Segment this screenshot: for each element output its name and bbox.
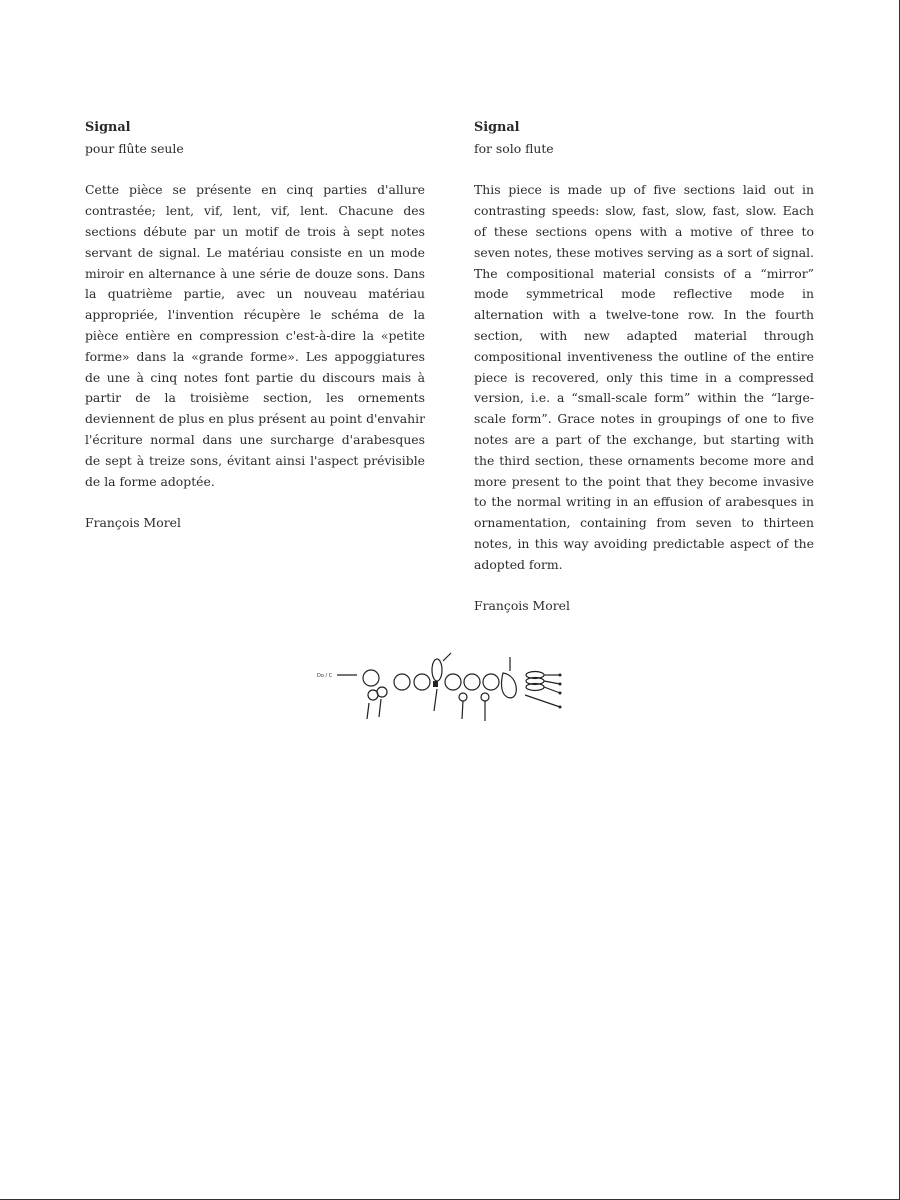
pointer-line [443,653,451,661]
pointer-dot [559,692,562,695]
french-paragraph: Cette pièce se présente en cinq parties d'allure contrastée; lent, vif, lent, vif, lent. Chacune des sections débute par un motif de trois à sept notes servant de signal. Le matériau consiste en un mode miroir en alternance à une série de douze sons. Dans la quatrième partie, avec un nouveau matériau appropriée, l'invention récupère le schéma de la pièce entière en compression c'est-à-dire la «petite forme» dans la «grande forme». Les appoggiatures de une à cinq notes font partie du discours mais à partir de la troisième section, les ornements deviennent de plus en plus présent au point d'envahir l'écriture normal dans une surcharge d'arabesques de sept à treize sons, évitant ainsi l'aspect prévisible de la forme adoptée. [85,182,425,489]
flute-fingering-diagram [315,645,575,725]
filled-key [433,681,438,687]
english-column [474,118,814,630]
key-circle [483,674,499,690]
key-circle [464,674,480,690]
pointer-line [367,703,369,719]
english-body [474,180,814,575]
french-title: Signal [85,120,131,135]
pointer-dot [559,683,562,686]
key-circle [363,670,379,686]
french-body [85,180,425,492]
pointer-dot [559,674,562,677]
pointer-line [434,689,437,711]
pointer-dot [559,706,562,709]
french-subtitle: pour flûte seule [85,140,184,156]
pointer-line [525,695,560,707]
key-circle [445,674,461,690]
english-paragraph: This piece is made up of five sections laid out in contrasting speeds: slow, fast, slow, fast, slow. Each of these sections opens with a motive of three to seven notes, these motives serving as a sort of signal. The compositional material consists of a “mirror” mode symmetrical mode reflective mode in alternation with a twelve-tone row. In the fourth section, with new adapted material through compositional inventiveness the outline of the entire piece is recovered, only this time in a compressed version, i.e. a “small-scale form” within the “large-scale form”. Grace notes in groupings of one to five notes are a part of the exchange, but starting with the third section, these ornaments become more and more present to the point that they become invasive to the normal writing in an effusion of arabesques in ornamentation, containing from seven to thirteen notes, in this way avoiding predictable aspect of the adopted form. [474,182,814,572]
small-key-circle [377,687,387,697]
english-subtitle: for solo flute [474,140,554,156]
fingering-diagram-svg [315,645,575,725]
french-author: François Morel [85,515,181,531]
pointer-line [544,681,560,684]
french-column [85,118,425,546]
pointer-line [544,687,560,693]
pinky-key [502,673,517,698]
english-author: François Morel [474,598,570,614]
tall-key [432,659,442,681]
small-key-circle [481,693,489,701]
fingering-label: Do / C [317,673,333,679]
english-title: Signal [474,120,520,135]
key-circle [394,674,410,690]
key-circle [414,674,430,690]
small-key-circle [459,693,467,701]
pointer-line [462,701,463,719]
pointer-line [379,699,381,717]
